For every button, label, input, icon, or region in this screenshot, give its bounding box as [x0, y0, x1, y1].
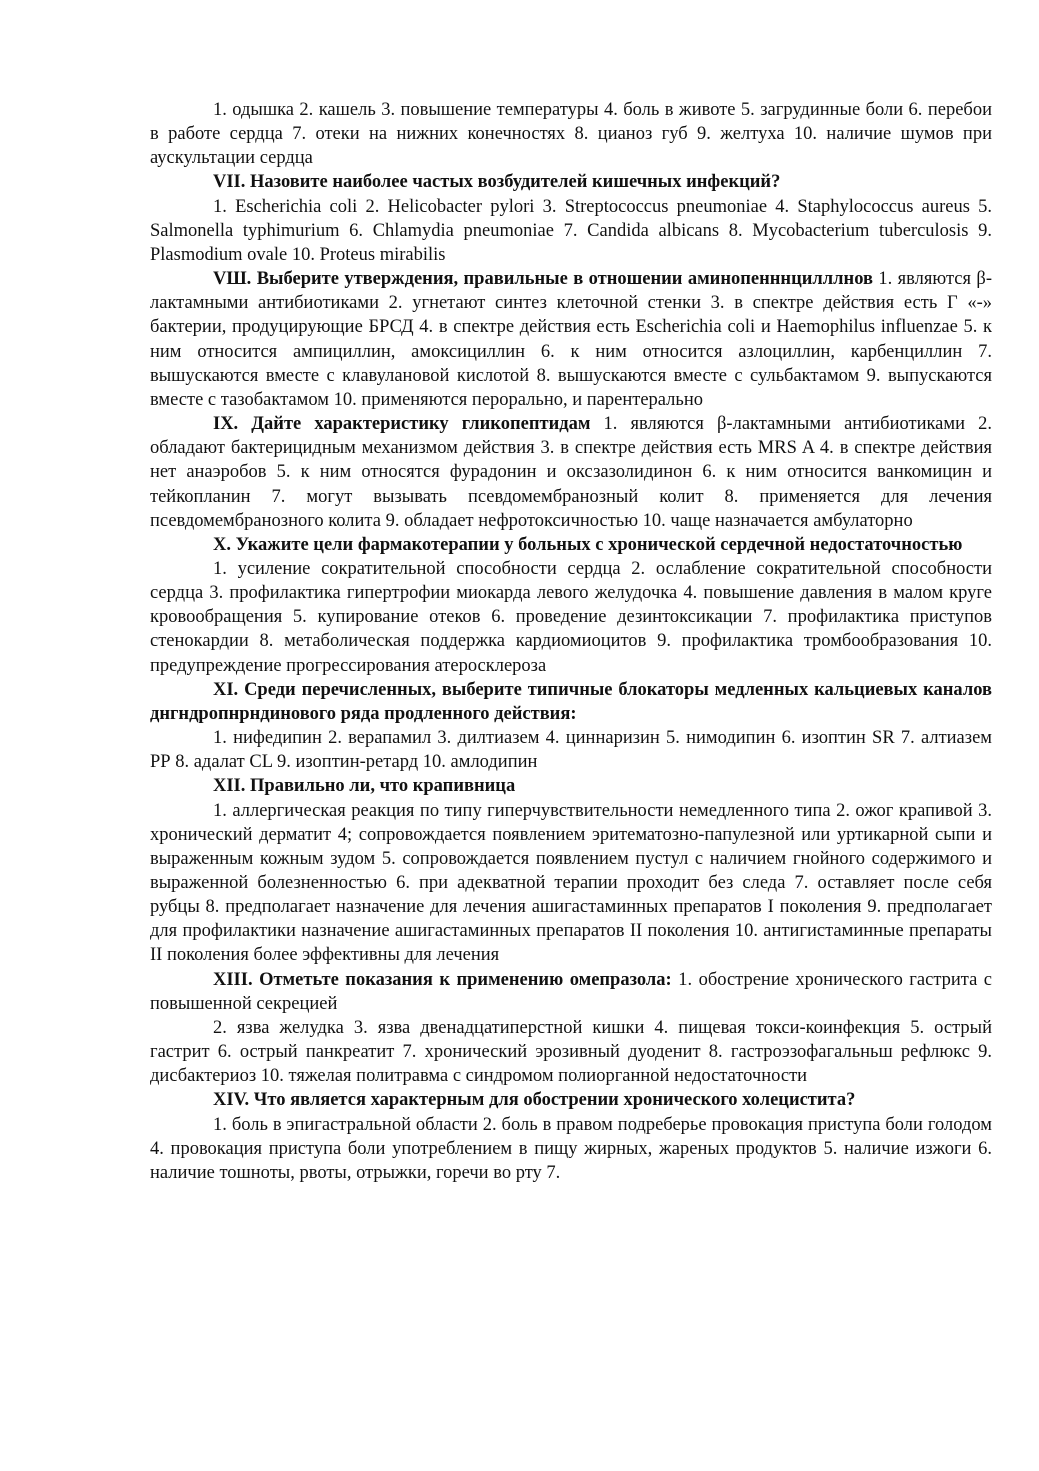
question-options: 1. нифедипин 2. верапамил 3. дилтиазем 4. циннаризин 5. нимодипин 6. изоптин SR 7. алтиазем РР 8. адалат CL 9. изоптин-ретард 10. амлодипин — [150, 728, 992, 773]
question-heading: XI. Среди перечисленных, выберите типичные блокаторы медленных кальциевых каналов днгндропнрндинового ряда продленного действия: — [150, 679, 992, 724]
paragraph-text: 1. Escherichia coli 2. Helicobacter pylori 3. Streptococcus pneumoniae 4. Staphylococcus aureus 5. Salmonella typhimurium 6. Chlamydia pneumoniae 7. Candida albicans 8. Mycobacterium tuberculosis 9. Plasmodium ovale 10. Proteus mirabilis — [150, 196, 992, 265]
question-options: 1. аллергическая реакция по типу гиперчувствительности немедленного типа 2. ожог крапивой 3. хронический дерматит 4; сопровождается появлением эритематозно-папулезной или уртикарной сыпи и выраженным кожным зудом 5. сопровождается появлением пустул с наличием гнойного содержимого и выраженной болезненностью 6. при адекватной терапии проходит без следа 7. оставляет после себя рубцы 8. предполагает назначение для лечения ашигастаминных препаратов I поколения 9. предполагает для профилактики назначение ашигастаминных препаратов II поколения 10. антигистаминные препараты II поколения более эффективны для лечения — [150, 800, 992, 966]
question-heading: XIII. Отметьте показания к применению омепразола: — [213, 969, 672, 990]
question-x-options — [150, 557, 992, 678]
paragraph-symptoms-list — [150, 98, 992, 170]
question-xiv-options — [150, 1113, 992, 1185]
question-xiii-options — [150, 1016, 992, 1088]
question-options: 1. являются β-лактамными антибиотиками 2. обладают бактерицидным механизмом действия 3. в спектре действия есть MRS A 4. в спектре действия нет анаэробов 5. к ним относятся фурадонин и оксзазолидинон 6. к ним относится ванкомицин и тейкопланин 7. могут вызывать псевдомембранозный колит 8. применяется для лечения псевдомембранозного колита 9. обладает нефротоксичностью 10. чаще назначается амбулаторно — [150, 414, 992, 531]
question-ix — [150, 412, 992, 533]
document-page — [150, 98, 992, 1185]
paragraph-text: 1. одышка 2. кашель 3. повышение температуры 4. боль в животе 5. загрудинные боли 6. перебои в работе сердца 7. отеки на нижних конечностях 8. цианоз губ 9. желтуха 10. наличие шумов при аускультации сердца — [150, 100, 992, 169]
question-vii-options — [150, 195, 992, 267]
question-viii — [150, 267, 992, 412]
question-xiv-heading — [150, 1088, 992, 1112]
question-heading: VШ. Выберите утверждения, правильные в отношении аминопенннцилллнов — [213, 269, 873, 290]
question-xi-options — [150, 726, 992, 774]
question-heading: XII. Правильно ли, что крапивница — [213, 776, 516, 797]
question-x-heading — [150, 533, 992, 557]
question-options: 1. обострение хронического гастрита с повышенной секрецией — [150, 969, 992, 1014]
question-heading: IX. Дайте характеристику гликопептидам — [213, 414, 591, 435]
question-heading: X. Укажите цели фармакотерапии у больных с хронической сердечной недостаточностью — [213, 534, 963, 555]
question-xii-options — [150, 799, 992, 968]
question-xiii — [150, 968, 992, 1016]
question-options: 1. усиление сократительной способности сердца 2. ослабление сократительной способности сердца 3. профилактика гипертрофии миокарда левого желудочка 4. повышение давления в малом круге кровообращения 5. купирование отеков 6. проведение дезинтоксикации 7. профилактика приступов стенокардии 8. метаболическая поддержка кардиомиоцитов 9. профилактика тромбообразования 10. предупреждение прогрессирования атеросклероза — [150, 558, 992, 676]
question-options: 1. боль в эпигастральной области 2. боль в правом подреберье провокация приступа боли голодом 4. провокация приступа боли употреблением в пищу жирных, жареных продуктов 5. наличие изжоги 6. наличие тошноты, рвоты, отрыжки, горечи во рту 7. — [150, 1114, 992, 1183]
question-heading: VII. Назовите наиболее частых возбудителей кишечных инфекций? — [213, 172, 781, 193]
question-xi-heading — [150, 678, 992, 726]
question-xii-heading — [150, 774, 992, 798]
question-options: 1. являются β-лактамными антибиотиками 2. угнетают синтез клеточной стенки 3. в спектре действия есть Г «-» бактерии, продуцирующие БРСД 4. в спектре действия есть Escherichia coli и Haemophilus influenzae 5. к ним относится ампициллин, амоксициллин 6. к ним относится азлоциллин, карбенциллин 7. вышускаются вместе с клавулановой кислотой 8. вышускаются вместе с сульбактамом 9. выпускаются вместе с тазобактамом 10. применяются перорально, и парентерально — [150, 269, 992, 410]
question-options: 2. язва желудка 3. язва двенадцатиперстной кишки 4. пищевая токси-коинфекция 5. острый гастрит 6. острый панкреатит 7. хронический эрозивный дуоденит 8. гастроэзофагальньш рефлюкс 9. дисбактериоз 10. тяжелая политравма с синдромом полиорганной недостаточности — [150, 1017, 992, 1087]
question-heading: XIV. Что является характерным для обострении хронического холецистита? — [213, 1090, 856, 1111]
question-vii-heading — [150, 170, 992, 194]
